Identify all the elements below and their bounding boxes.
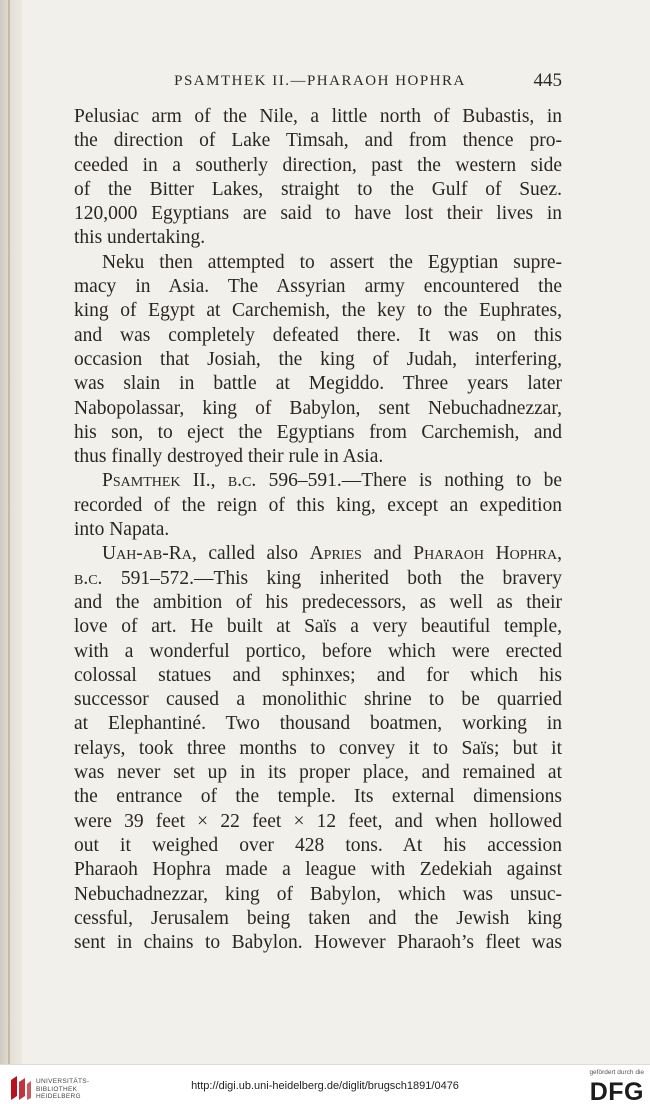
- page-number: 445: [533, 70, 562, 91]
- text-segment: colossal statues and sphinxes; and for which his: [74, 664, 562, 686]
- text-line: [74, 226, 562, 250]
- text-segment: king of Egypt at Carchemish, the key to the Euphrates,: [74, 300, 562, 322]
- text-line: [74, 445, 562, 469]
- text-line: [74, 834, 562, 858]
- text-segment: thus finally destroyed their rule in Asia.: [74, 446, 384, 468]
- text-line: [74, 810, 562, 834]
- small-caps-text: b.c.: [74, 567, 103, 589]
- gutter-line: [8, 0, 10, 1064]
- text-line: [74, 348, 562, 372]
- text-line: [74, 567, 562, 591]
- text-line: [74, 202, 562, 226]
- text-segment: 596–591.—There is nothing to be: [256, 470, 562, 492]
- text-segment: sent in chains to Babylon. However Pharaoh’s fleet was: [74, 932, 562, 954]
- text-line: [74, 275, 562, 299]
- text-segment: with a wonderful portico, before which were erected: [74, 640, 562, 662]
- text-line: [74, 518, 562, 542]
- small-caps-text: Apries: [309, 543, 362, 565]
- library-name-line: BIBLIOTHEK: [36, 1085, 78, 1093]
- text-segment: into Napata.: [74, 519, 170, 541]
- text-segment: recorded of the reign of this king, except an expedition: [74, 494, 562, 516]
- text-segment: ,: [210, 470, 228, 492]
- funded-by-label: gefördert durch die: [589, 1069, 644, 1076]
- running-head: [0, 70, 650, 95]
- library-name-line: UNIVERSITÄTS-: [36, 1078, 90, 1085]
- text-line: [74, 907, 562, 931]
- running-head-title: PSAMTHEK II.—PHARAOH HOPHRA: [174, 73, 466, 89]
- text-line: [74, 591, 562, 615]
- text-segment: and the ambition of his predecessors, as well as their: [74, 591, 562, 613]
- text-segment: out it weighed over 428 tons. At his accession: [74, 834, 562, 856]
- permalink-url[interactable]: http://digi.ub.uni-heidelberg.de/diglit/brugsch1891/0476: [191, 1080, 459, 1092]
- text-segment: Nebuchadnezzar, king of Babylon, which was unsuc-: [74, 883, 562, 905]
- text-line: [74, 737, 562, 761]
- dfg-logo: DFG: [589, 1078, 644, 1106]
- text-line: [74, 785, 562, 809]
- text-line: [74, 640, 562, 664]
- text-segment: this undertaking.: [74, 227, 206, 249]
- text-line: [74, 931, 562, 955]
- text-segment: was never set up in its proper place, and remained at: [74, 762, 562, 784]
- small-caps-text: b.c.: [227, 470, 257, 492]
- text-line: [74, 858, 562, 882]
- text-segment: Pelusiac arm of the Nile, a little north of Bubastis, in: [74, 106, 562, 127]
- text-line: [74, 688, 562, 712]
- library-name-line: HEIDELBERG: [36, 1093, 81, 1100]
- small-caps-text: Pharaoh Hophra: [413, 543, 558, 565]
- text-line: [74, 761, 562, 785]
- text-segment: Nabopolassar, king of Babylon, sent Nebuchadnezzar,: [74, 397, 562, 419]
- text-line: [74, 397, 562, 421]
- small-caps-text: Uah-ab-Ra: [102, 543, 192, 565]
- text-segment: ,: [557, 543, 563, 565]
- text-segment: the direction of Lake Timsah, and from thence pro-: [74, 130, 562, 152]
- page-body-text: [74, 105, 562, 955]
- text-segment: Neku then attempted to assert the Egyptian supre-: [102, 251, 562, 273]
- text-segment: were 39 feet × 22 feet × 12 feet, and when hollowed: [74, 810, 562, 832]
- text-line: [74, 664, 562, 688]
- text-segment: at Elephantiné. Two thousand boatmen, working in: [74, 713, 562, 735]
- text-segment: cessful, Jerusalem being taken and the Jewish king: [74, 907, 562, 929]
- text-segment: 591–572.—This king inherited both the bravery: [102, 567, 562, 589]
- text-segment: his son, to eject the Egyptians from Carchemish, and: [74, 421, 562, 443]
- text-line: [74, 421, 562, 445]
- text-line: [74, 105, 562, 129]
- viewer-footer: [0, 1064, 650, 1112]
- text-line: [74, 542, 562, 566]
- text-segment: and: [361, 543, 414, 565]
- text-segment: love of art. He built at Saïs a very beautiful temple,: [74, 616, 562, 638]
- text-line: [74, 154, 562, 178]
- text-line: [74, 712, 562, 736]
- text-line: [74, 494, 562, 518]
- text-segment: of the Bitter Lakes, straight to the Gulf of Suez.: [74, 178, 562, 200]
- text-segment: ceeded in a southerly direction, past the western side: [74, 154, 562, 176]
- text-line: [74, 615, 562, 639]
- text-segment: and was completely defeated there. It was on this: [74, 324, 562, 346]
- text-segment: Pharaoh Hophra made a league with Zedekiah against: [74, 859, 562, 881]
- text-segment: macy in Asia. The Assyrian army encountered the: [74, 276, 562, 298]
- text-line: [74, 324, 562, 348]
- text-segment: 120,000 Egyptians are said to have lost their lives in: [74, 203, 562, 225]
- text-line: [74, 372, 562, 396]
- text-line: [74, 178, 562, 202]
- text-segment: relays, took three months to convey it to Saïs; but it: [74, 737, 562, 759]
- text-segment: was slain in battle at Megiddo. Three years later: [74, 373, 562, 395]
- text-segment: , called also: [191, 543, 310, 565]
- text-line: [74, 883, 562, 907]
- small-caps-text: Psamthek II.: [102, 470, 211, 492]
- text-line: [74, 469, 562, 493]
- text-line: [74, 251, 562, 275]
- text-line: [74, 129, 562, 153]
- text-segment: successor caused a monolithic shrine to be quarried: [74, 689, 562, 711]
- text-line: [74, 299, 562, 323]
- text-segment: occasion that Josiah, the king of Judah, interfering,: [74, 348, 562, 370]
- text-segment: the entrance of the temple. Its external dimensions: [74, 786, 562, 808]
